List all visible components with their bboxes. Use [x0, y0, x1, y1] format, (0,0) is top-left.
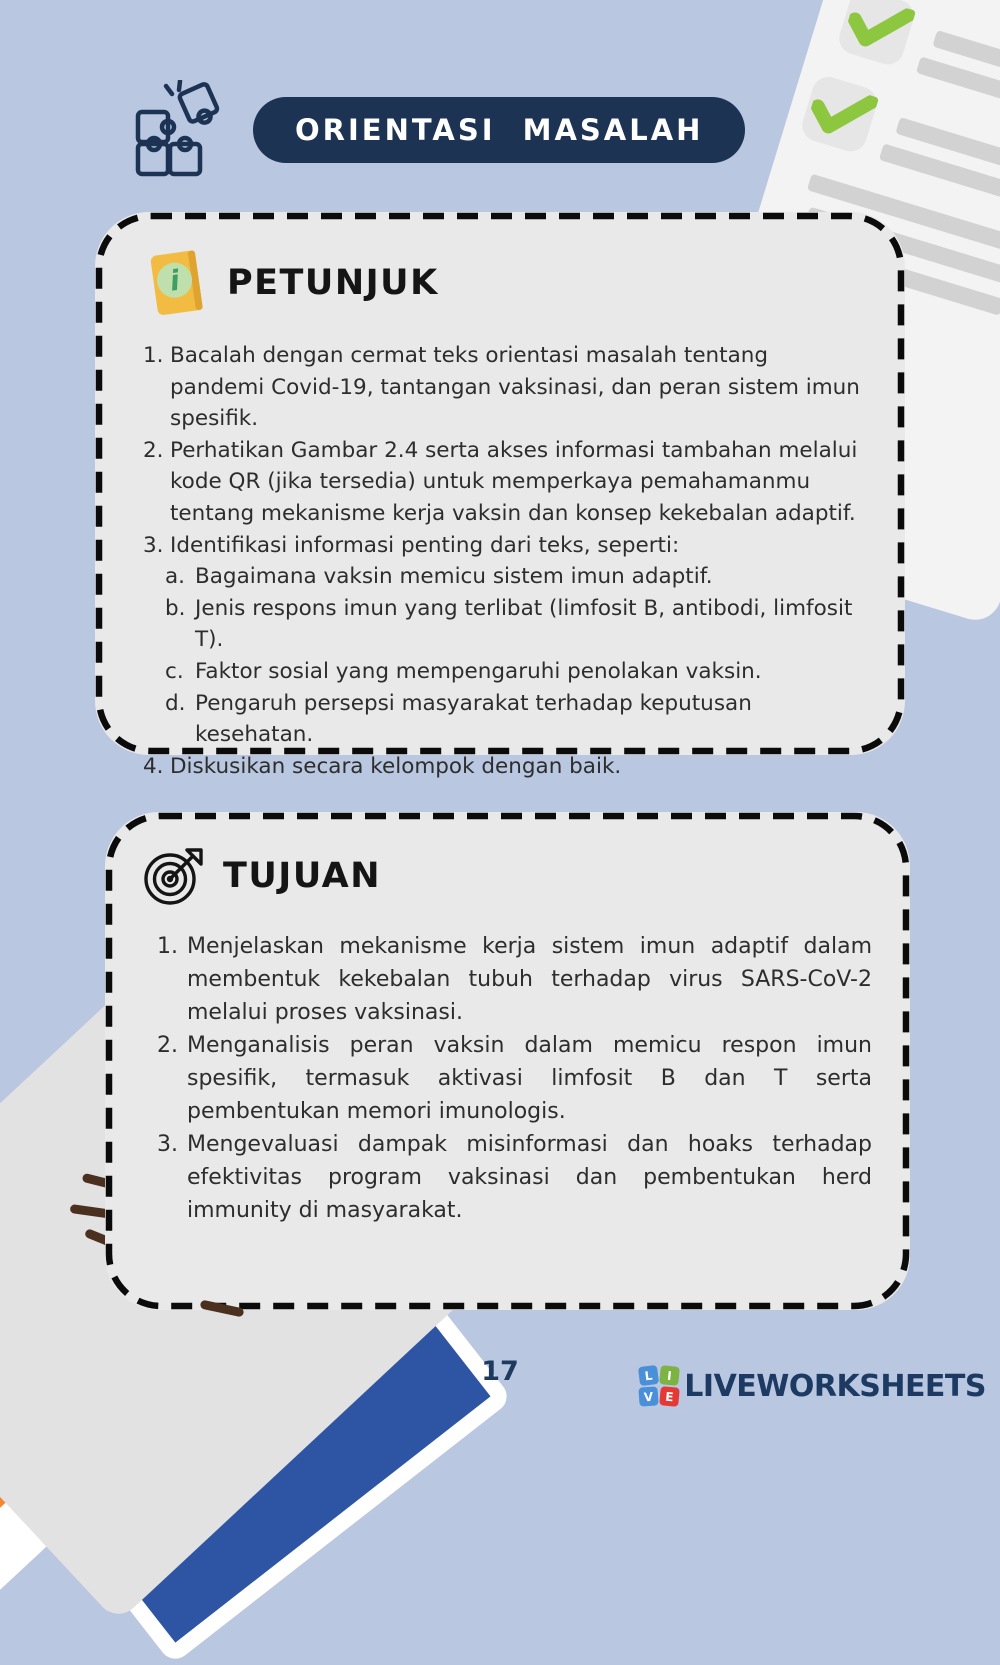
item-text: Faktor sosial yang mempengaruhi penolakan vaksin.	[195, 658, 762, 684]
item-text: Bagaimana vaksin memicu sistem imun adaptif.	[195, 564, 713, 590]
list-item	[143, 435, 863, 530]
item-text: Diskusikan secara kelompok dengan baik.	[170, 753, 622, 779]
item-marker: 4.	[143, 753, 164, 779]
tujuan-title: TUJUAN	[223, 856, 382, 896]
list-item	[143, 751, 863, 783]
liveworksheets-logo-icon	[639, 1366, 679, 1406]
sub-list-item	[165, 561, 863, 593]
tujuan-panel	[105, 812, 910, 1310]
item-text: Mengevaluasi dampak misinformasi dan hoaks terhadap efektivitas program vaksinasi dan pembentukan herd immunity di masyarakat.	[187, 1132, 872, 1223]
list-item	[143, 340, 863, 435]
item-text: Jenis respons imun yang terlibat (limfosit B, antibodi, limfosit T).	[195, 595, 853, 653]
item-marker: 2.	[157, 1033, 178, 1058]
petunjuk-heading-row	[95, 212, 905, 320]
item-marker: d.	[165, 690, 186, 716]
sub-list-item	[165, 656, 863, 688]
header	[130, 80, 745, 180]
item-text: Menjelaskan mekanisme kerja sistem imun adaptif dalam membentuk kekebalan tubuh terhadap virus SARS-CoV-2 melalui proses vaksinasi.	[187, 934, 872, 1025]
item-marker: 1.	[157, 934, 178, 959]
item-marker: 3.	[157, 1132, 178, 1157]
target-dart-icon	[143, 846, 205, 906]
list-item	[143, 530, 863, 562]
item-marker: a.	[165, 564, 186, 590]
sub-list-item	[165, 593, 863, 656]
brand-text: LIVEWORKSHEETS	[684, 1368, 986, 1404]
sub-list-item	[165, 688, 863, 751]
svg-text:i: i	[167, 263, 182, 298]
liveworksheets-logo	[639, 1366, 986, 1406]
petunjuk-sublist	[165, 561, 863, 751]
item-text: Menganalisis peran vaksin dalam memicu respon imun spesifik, termasuk aktivasi limfosit B dan T serta pembentukan memori imunologis.	[187, 1033, 872, 1124]
petunjuk-list	[143, 340, 863, 782]
item-marker: 2.	[143, 437, 164, 463]
logo-square-v: V	[639, 1386, 659, 1406]
tujuan-list	[157, 930, 872, 1227]
orientasi-masalah-badge: ORIENTASI MASALAH	[253, 97, 745, 163]
info-note-icon	[143, 246, 209, 320]
list-item	[157, 1029, 872, 1128]
list-item	[157, 930, 872, 1029]
page-number: 17	[481, 1356, 519, 1387]
item-marker: b.	[165, 595, 186, 621]
item-text: Bacalah dengan cermat teks orientasi masalah tentang pandemi Covid-19, tantangan vaksinasi, dan peran sistem imun spesifik.	[170, 343, 860, 432]
item-text: Identifikasi informasi penting dari teks, seperti:	[170, 532, 680, 558]
item-text: Pengaruh persepsi masyarakat terhadap keputusan kesehatan.	[195, 690, 752, 748]
puzzle-icon	[130, 80, 235, 180]
logo-square-i: I	[659, 1365, 680, 1386]
item-marker: c.	[165, 658, 184, 684]
item-text: Perhatikan Gambar 2.4 serta akses informasi tambahan melalui kode QR (jika tersedia) untuk memperkaya pemahamanmu tentang mekanisme kerja vaksin dan konsep kekebalan adaptif.	[170, 437, 858, 526]
tujuan-heading-row	[105, 812, 910, 906]
item-marker: 3.	[143, 532, 164, 558]
item-marker: 1.	[143, 343, 164, 368]
petunjuk-title: PETUNJUK	[227, 263, 439, 303]
logo-square-l: L	[638, 1365, 659, 1386]
petunjuk-panel	[95, 212, 905, 779]
list-item	[157, 1128, 872, 1227]
logo-square-e: E	[660, 1386, 681, 1407]
